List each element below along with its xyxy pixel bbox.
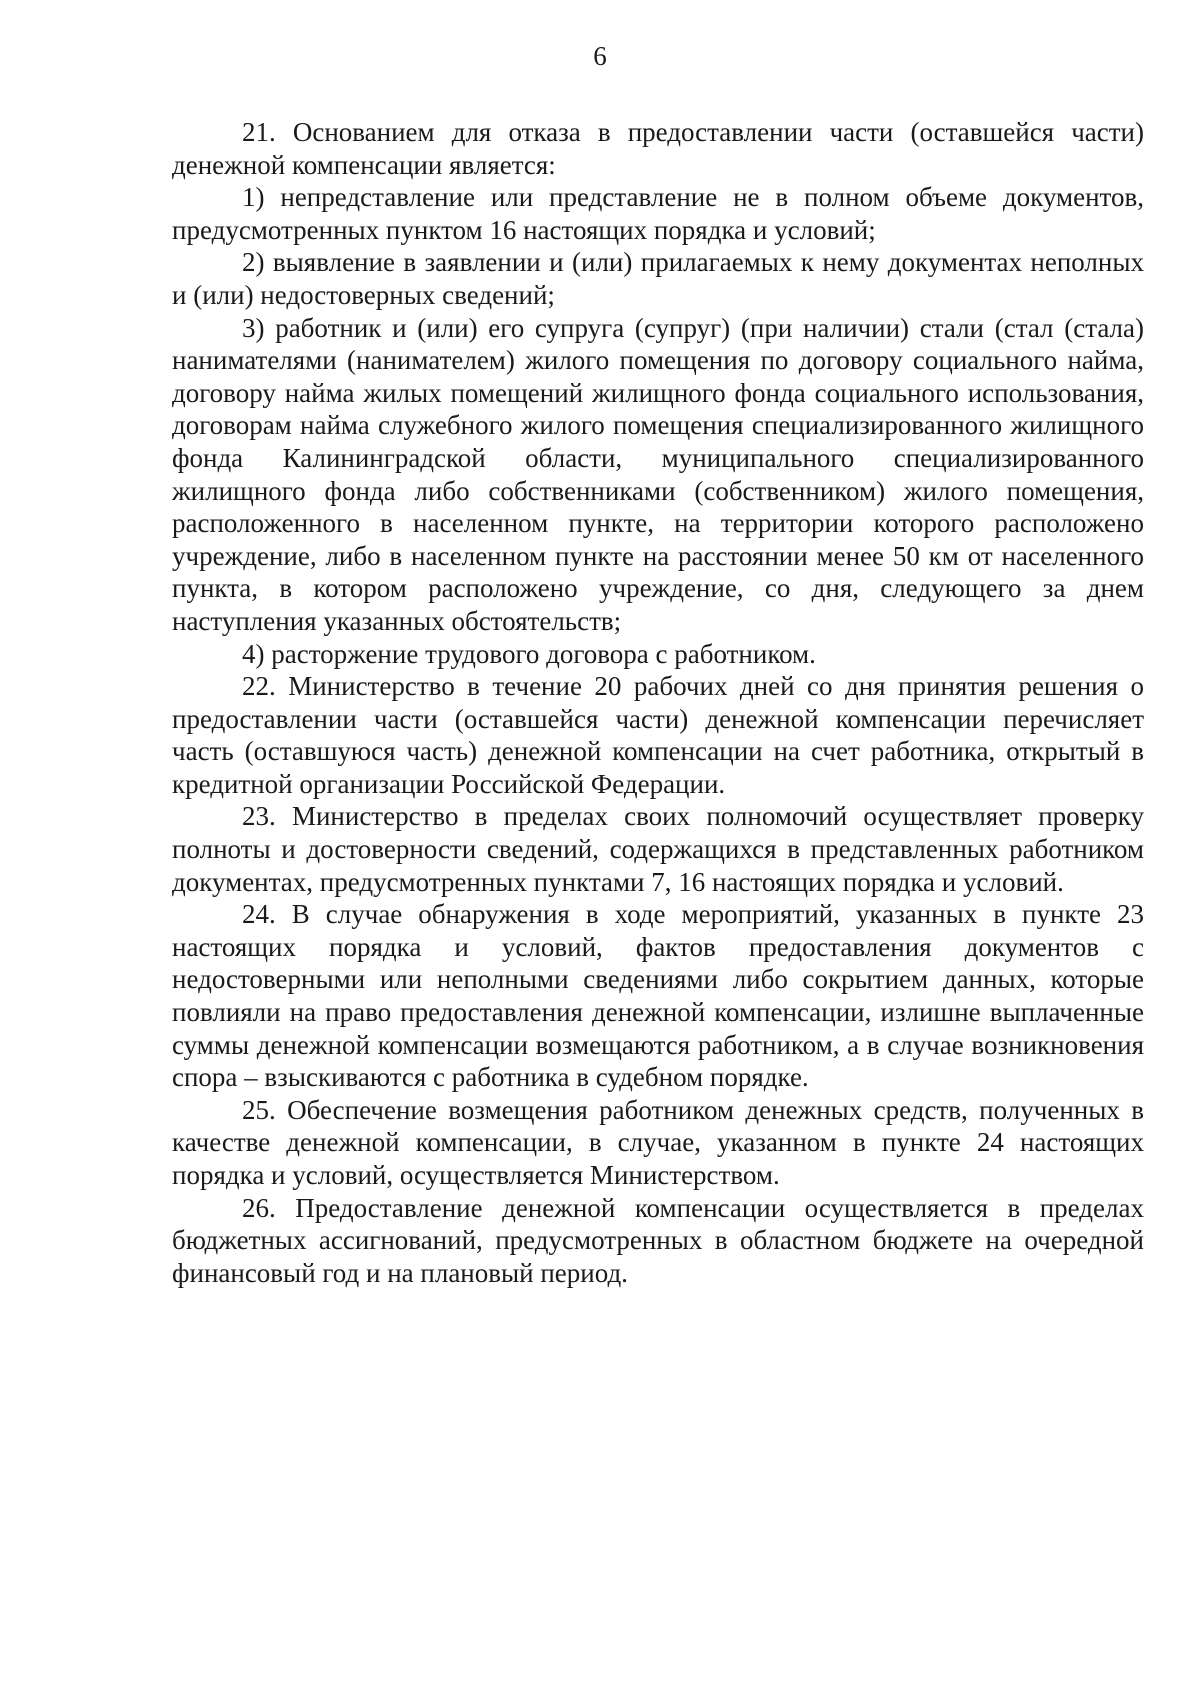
paragraph-23: 23. Министерство в пределах своих полномочий осуществляет проверку полноты и достоверности сведений, содержащихся в представленных работником документах, предусмотренных пунктами 7, 16 настоящих порядка и условий.	[172, 801, 1144, 897]
document-body	[172, 116, 1144, 1289]
paragraph-21-item-4: 4) расторжение трудового договора с работником.	[242, 638, 816, 669]
paragraph-22: 22. Министерство в течение 20 рабочих дней со дня принятия решения о предоставлении части (оставшейся части) денежной компенсации перечисляет часть (оставшуюся часть) денежной компенсации на счет работника, открытый в кредитной организации Российской Федерации.	[172, 671, 1144, 799]
paragraph-21: 21. Основанием для отказа в предоставлении части (оставшейся части) денежной компенсации является:	[172, 117, 1144, 180]
paragraph-24: 24. В случае обнаружения в ходе мероприятий, указанных в пункте 23 настоящих порядка и условий, фактов предоставления документов с недостоверными или неполными сведениями либо сокрытием данных, которые повлияли на право предоставления денежной компенсации, излишне выплаченные суммы денежной компенсации возмещаются работником, а в случае возникновения спора – взыскиваются с работника в судебном порядке.	[172, 899, 1144, 1093]
page-number: 6	[593, 41, 607, 71]
paragraph-21-item-1: 1) непредставление или представление не в полном объеме документов, предусмотренных пунктом 16 настоящих порядка и условий;	[172, 182, 1144, 245]
paragraph-26: 26. Предоставление денежной компенсации осуществляется в пределах бюджетных ассигнований, предусмотренных в областном бюджете на очередной финансовый год и на плановый период.	[172, 1192, 1144, 1288]
paragraph-21-item-2: 2) выявление в заявлении и (или) прилагаемых к нему документах неполных и (или) недостоверных сведений;	[172, 247, 1144, 310]
paragraph-21-item-3: 3) работник и (или) его супруга (супруг) (при наличии) стали (стал (стала) нанимателями (нанимателем) жилого помещения по договору социального найма, договору найма жилых помещений жилищного фонда социального использования, договорам найма служебного жилого помещения специализированного жилищного фонда Калининградской области, муниципального специализированного жилищного фонда либо собственниками (собственником) жилого помещения, расположенного в населенном пункте, на территории которого расположено учреждение, либо в населенном пункте на расстоянии менее 50 км от населенного пункта, в котором расположено учреждение, со дня, следующего за днем наступления указанных обстоятельств;	[172, 312, 1144, 636]
paragraph-25: 25. Обеспечение возмещения работником денежных средств, полученных в качестве денежной компенсации, в случае, указанном в пункте 24 настоящих порядка и условий, осуществляется Министерством.	[172, 1094, 1144, 1190]
